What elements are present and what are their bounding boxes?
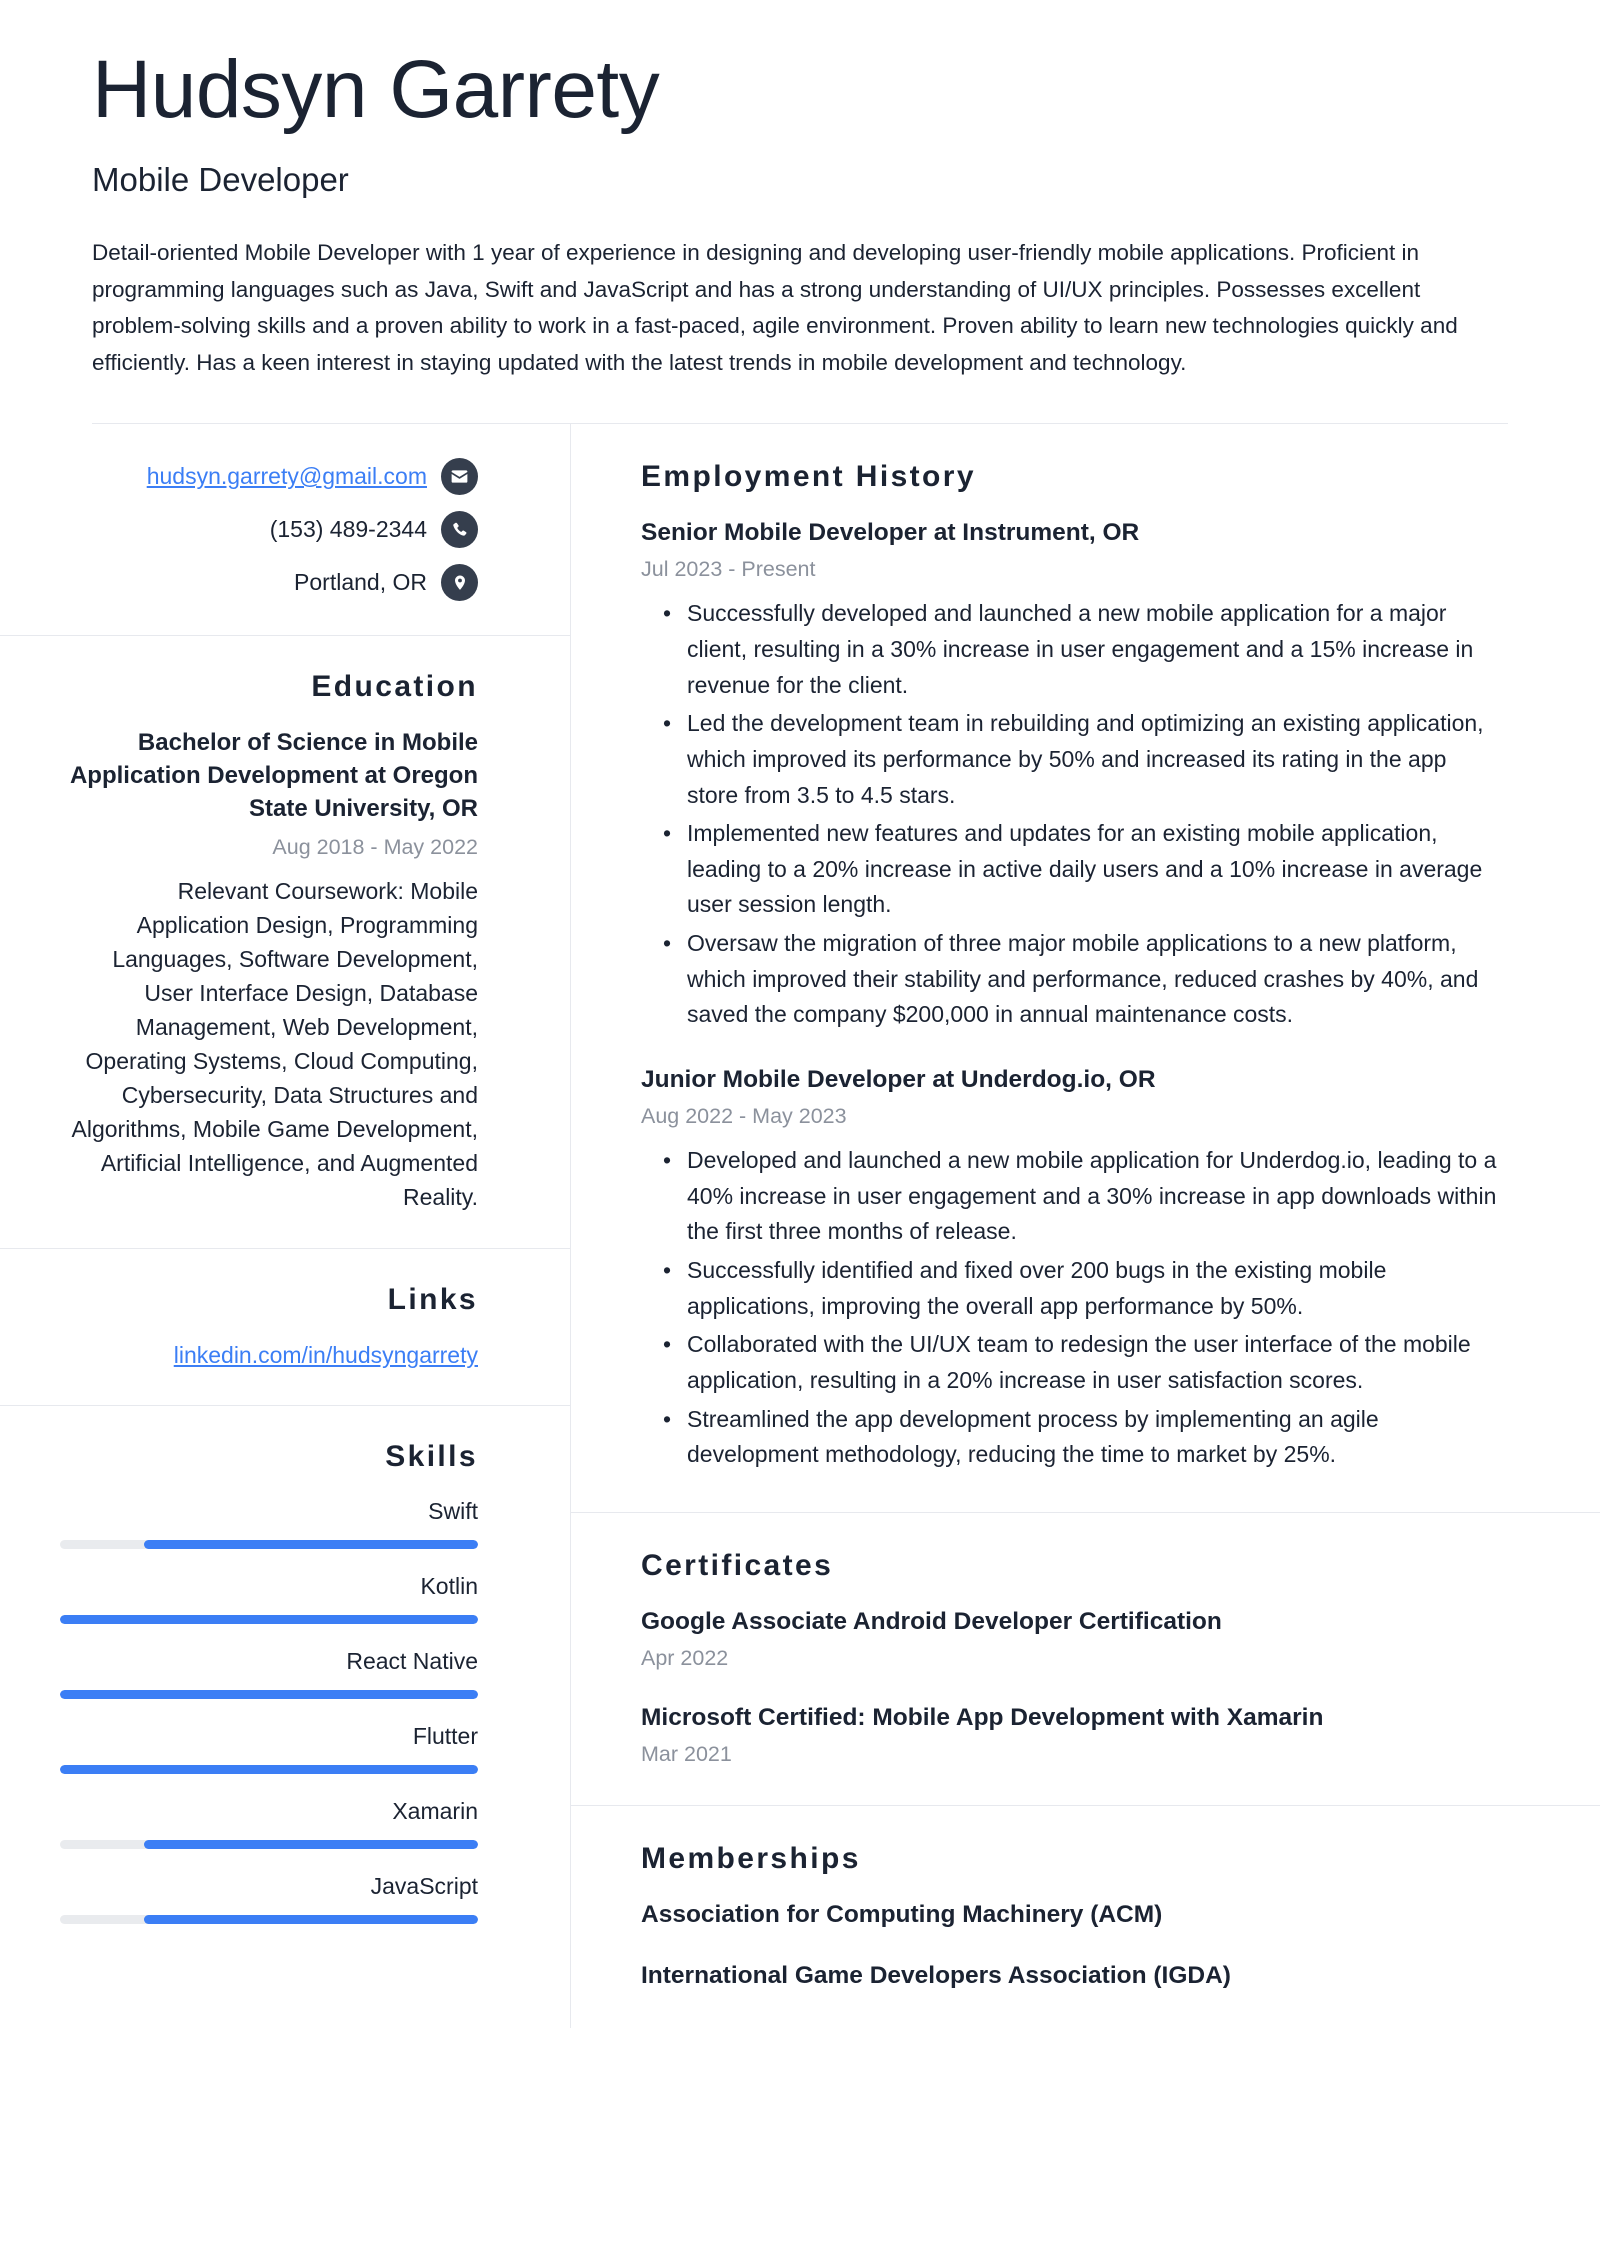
skill-name: JavaScript bbox=[370, 1873, 478, 1900]
contact-phone-value: (153) 489-2344 bbox=[269, 516, 427, 543]
employment-entry-date: Aug 2022 - May 2023 bbox=[641, 1104, 847, 1129]
skill-level-fill bbox=[60, 1765, 478, 1774]
resume-header bbox=[0, 0, 1600, 424]
employment-bullet: • Collaborated with the UI/UX team to redesign the user interface of the mobile application, resulting in a 20% increase in user satisfaction scores. bbox=[687, 1327, 1500, 1398]
certificates-block bbox=[571, 1513, 1600, 1806]
employment-entry-bullets bbox=[641, 1143, 1500, 1473]
certificates-heading: Certificates bbox=[641, 1548, 834, 1582]
employment-bullet: • Successfully developed and launched a new mobile application for a major client, resulting in a 30% increase in user engagement and a 15% increase in revenue for the client. bbox=[687, 596, 1500, 703]
skill-level-fill bbox=[144, 1540, 478, 1549]
contact-phone-row bbox=[60, 511, 478, 548]
contact-email-value[interactable]: hudsyn.garrety@gmail.com bbox=[146, 463, 427, 490]
certificate-title: Microsoft Certified: Mobile App Development with Xamarin bbox=[641, 1704, 1324, 1732]
skill-name: Flutter bbox=[412, 1723, 478, 1750]
skill-name: Swift bbox=[428, 1498, 478, 1525]
employment-entry-title: Junior Mobile Developer at Underdog.io, OR bbox=[641, 1066, 1156, 1094]
memberships-block bbox=[571, 1806, 1600, 2028]
skill-name: React Native bbox=[346, 1648, 478, 1675]
employment-entry-bullets bbox=[641, 596, 1500, 1033]
employment-entry bbox=[641, 516, 1500, 1033]
employment-bullet: • Implemented new features and updates for an existing mobile application, leading to a 20% increase in active daily users and a 10% increase in average user session length. bbox=[687, 816, 1500, 923]
employment-bullet: • Successfully identified and fixed over 200 bugs in the existing mobile applications, improving the overall app performance by 50%. bbox=[687, 1253, 1500, 1324]
skill-level-fill bbox=[60, 1690, 478, 1699]
certificate-date: Apr 2022 bbox=[641, 1646, 729, 1671]
links-heading: Links bbox=[387, 1282, 478, 1316]
skills-heading: Skills bbox=[385, 1440, 478, 1474]
employment-list bbox=[641, 516, 1500, 1473]
contact-email-row[interactable] bbox=[60, 458, 478, 495]
skill-level-fill bbox=[144, 1915, 478, 1924]
employment-bullet: • Streamlined the app development process by implementing an agile development methodology, reducing the time to market by 25%. bbox=[687, 1402, 1500, 1473]
membership-entry: International Game Developers Association (IGDA) bbox=[641, 1962, 1231, 1990]
skill-item bbox=[60, 1721, 478, 1774]
skill-level-bar bbox=[60, 1540, 478, 1549]
candidate-name: Hudsyn Garrety bbox=[92, 44, 660, 135]
skill-level-bar bbox=[60, 1765, 478, 1774]
skill-name: Xamarin bbox=[392, 1798, 478, 1825]
skill-item bbox=[60, 1796, 478, 1849]
skills-block bbox=[0, 1406, 570, 1958]
education-date: Aug 2018 - May 2022 bbox=[272, 834, 478, 859]
skill-item bbox=[60, 1571, 478, 1624]
memberships-list bbox=[641, 1898, 1500, 1992]
employment-block bbox=[571, 424, 1600, 1513]
link-item[interactable]: linkedin.com/in/hudsyngarrety bbox=[173, 1341, 478, 1368]
employment-bullet: • Developed and launched a new mobile application for Underdog.io, leading to a 40% increase in user engagement and a 30% increase in app downloads within the first three months of release. bbox=[687, 1143, 1500, 1250]
certificates-list bbox=[641, 1605, 1500, 1769]
memberships-heading: Memberships bbox=[641, 1842, 861, 1876]
skill-level-bar bbox=[60, 1690, 478, 1699]
professional-summary: Detail-oriented Mobile Developer with 1 year of experience in designing and developing user-friendly mobile applications. Proficient in programming languages such as Java, Swift and JavaScript and has a strong understanding of UI/UX principles. Possesses excellent problem-solving skills and a proven ability to work in a fast-paced, agile environment. Proven ability to learn new technologies quickly and efficiently. Has a keen interest in staying updated with the latest trends in mobile development and technology. bbox=[92, 240, 1458, 375]
skill-level-bar bbox=[60, 1915, 478, 1924]
education-block bbox=[0, 636, 570, 1249]
skill-name: Kotlin bbox=[420, 1573, 478, 1600]
certificate-title: Google Associate Android Developer Certification bbox=[641, 1607, 1222, 1635]
sidebar-column bbox=[0, 424, 571, 2028]
employment-bullet: • Oversaw the migration of three major mobile applications to a new platform, which improved their stability and performance, reduced crashes by 40%, and saved the company $200,000 in annual maintenance costs. bbox=[687, 926, 1500, 1033]
employment-bullet: • Led the development team in rebuilding and optimizing an existing application, which improved its performance by 50% and increased its rating in the app store from 3.5 to 4.5 stars. bbox=[687, 706, 1500, 813]
skill-item bbox=[60, 1871, 478, 1924]
phone-icon bbox=[441, 511, 478, 548]
certificate-date: Mar 2021 bbox=[641, 1742, 732, 1767]
candidate-job-title: Mobile Developer bbox=[92, 160, 349, 198]
skill-level-fill bbox=[144, 1840, 478, 1849]
contact-block bbox=[0, 424, 570, 636]
contact-location-value: Portland, OR bbox=[294, 569, 427, 596]
certificate-entry bbox=[641, 1605, 1500, 1673]
skill-level-bar bbox=[60, 1840, 478, 1849]
skill-item bbox=[60, 1496, 478, 1549]
map-pin-icon bbox=[441, 564, 478, 601]
membership-entry: Association for Computing Machinery (ACM) bbox=[641, 1901, 1163, 1929]
resume-body bbox=[0, 424, 1600, 2028]
contact-location-row bbox=[60, 564, 478, 601]
education-degree: Bachelor of Science in Mobile Application Development at Oregon State University, OR bbox=[69, 729, 478, 823]
education-description: Relevant Coursework: Mobile Application Design, Programming Languages, Software Development, User Interface Design, Database Management, Web Development, Operating Systems, Cloud Computing, Cybersecurity, Data Structures and Algorithms, Mobile Game Development, Artificial Intelligence, and Augmented Reality. bbox=[71, 877, 478, 1210]
envelope-icon bbox=[441, 458, 478, 495]
employment-entry-title: Senior Mobile Developer at Instrument, OR bbox=[641, 519, 1140, 547]
employment-entry-date: Jul 2023 - Present bbox=[641, 557, 816, 582]
skill-level-bar bbox=[60, 1615, 478, 1624]
certificate-entry bbox=[641, 1701, 1500, 1769]
links-block bbox=[0, 1249, 570, 1406]
skill-item bbox=[60, 1646, 478, 1699]
skill-level-fill bbox=[60, 1615, 478, 1624]
employment-entry bbox=[641, 1063, 1500, 1473]
main-column bbox=[571, 424, 1600, 2028]
education-heading: Education bbox=[311, 670, 478, 704]
employment-heading: Employment History bbox=[641, 460, 976, 494]
skills-list bbox=[60, 1496, 478, 1924]
